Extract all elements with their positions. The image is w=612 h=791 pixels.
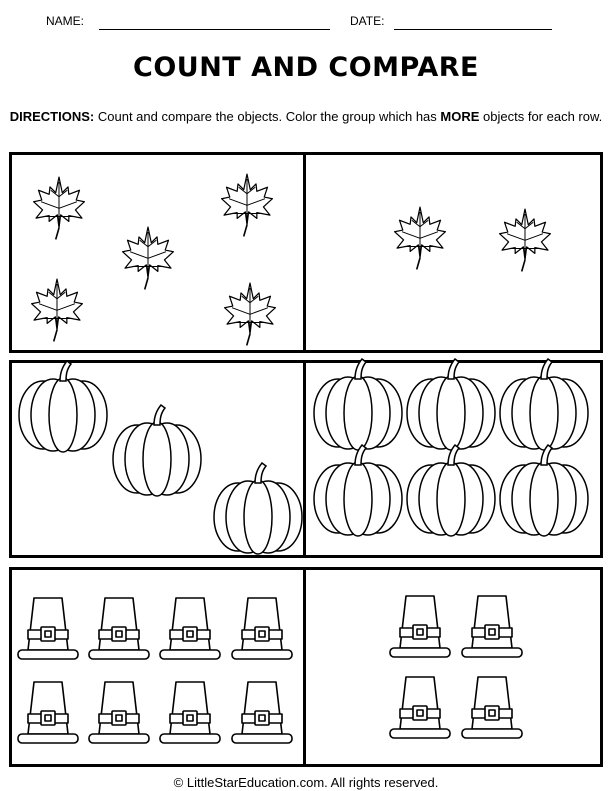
pumpkin-icon (500, 359, 588, 450)
directions (8, 106, 604, 127)
name-field-line[interactable] (99, 29, 330, 30)
pilgrim-hat-icon (160, 682, 220, 743)
row2-left-box[interactable] (9, 360, 309, 558)
row2-left-objects (12, 363, 306, 555)
directions-emphasis: MORE (440, 109, 480, 124)
row3-left-objects (12, 570, 306, 764)
pilgrim-hat-icon (390, 677, 450, 738)
name-label: NAME: (46, 14, 85, 28)
leaf-icon (395, 207, 446, 269)
pilgrim-hat-icon (18, 598, 78, 659)
row3-right-objects (306, 570, 600, 764)
leaf-icon (225, 283, 276, 345)
leaf-icon (123, 227, 174, 289)
pilgrim-hat-icon (89, 682, 149, 743)
pilgrim-hat-icon (462, 677, 522, 738)
date-field-line[interactable] (394, 29, 552, 30)
row1-left-objects (12, 155, 306, 350)
leaf-icon (500, 209, 551, 271)
pumpkin-icon (113, 405, 201, 496)
row3-right-box[interactable] (303, 567, 603, 767)
directions-label: DIRECTIONS: (9, 109, 95, 124)
pilgrim-hat-icon (390, 596, 450, 657)
row2-right-objects (306, 363, 600, 555)
pumpkin-icon (19, 361, 107, 452)
row1-left-box[interactable] (9, 152, 309, 353)
pumpkin-icon (314, 359, 402, 450)
pumpkin-icon (214, 463, 302, 554)
pilgrim-hat-icon (160, 598, 220, 659)
pumpkin-icon (407, 445, 495, 536)
directions-text-after: objects for each row. (483, 109, 603, 124)
pilgrim-hat-icon (232, 598, 292, 659)
pumpkin-icon (500, 445, 588, 536)
pumpkin-icon (314, 445, 402, 536)
pumpkin-icon (407, 359, 495, 450)
leaf-icon (222, 174, 273, 236)
row1-right-objects (306, 155, 600, 350)
pilgrim-hat-icon (18, 682, 78, 743)
copyright-footer: © LittleStarEducation.com. All rights reserved. (173, 775, 439, 790)
directions-text-before: Count and compare the objects. Color the group which has (97, 109, 437, 124)
row1-right-box[interactable] (303, 152, 603, 353)
pilgrim-hat-icon (89, 598, 149, 659)
leaf-icon (32, 279, 83, 341)
date-label: DATE: (350, 14, 385, 28)
row3-left-box[interactable] (9, 567, 309, 767)
pilgrim-hat-icon (232, 682, 292, 743)
leaf-icon (34, 177, 85, 239)
row2-right-box[interactable] (303, 360, 603, 558)
page-title: COUNT AND COMPARE (133, 52, 479, 83)
pilgrim-hat-icon (462, 596, 522, 657)
